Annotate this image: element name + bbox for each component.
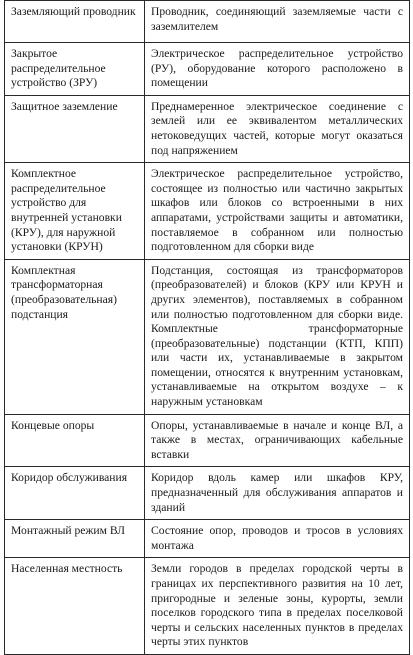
- table-row: [5, 43, 410, 96]
- table-row: [5, 467, 410, 520]
- term-cell: Защитное заземление: [5, 95, 145, 162]
- terms-table: [4, 0, 410, 655]
- table-row: [5, 259, 410, 414]
- table-row: [5, 1, 410, 43]
- term-cell: Заземляющий проводник: [5, 1, 145, 43]
- definition-cell: Проводник, соединяющий заземляемые части с заземлителем: [145, 1, 410, 43]
- definition-cell: Состояние опор, проводов и тросов в условиях монтажа: [145, 520, 410, 558]
- table-row: [5, 163, 410, 260]
- definition-cell: Подстанция, состоящая из трансформаторов (преобразователей) и блоков (КРУ или КРУН и других элементов), поставляемых в собранном или полностью подготовленном для сборки виде. Комплектные трансформаторные (преобразовательные) подстанции (КТП, КПП) или части их, устанавливаемые в закрытом помещении, относятся к внутренним установкам, устанавливаемые на открытом воздухе – к наружным установкам: [145, 259, 410, 414]
- term-cell: Коридор обслуживания: [5, 467, 145, 520]
- definition-cell: Опоры, устанавливаемые в начале и конце ВЛ, а также в местах, ограничивающих кабельные вставки: [145, 414, 410, 467]
- table-row: [5, 414, 410, 467]
- definition-cell: Коридор вдоль камер или шкафов КРУ, предназначенный для обслуживания аппаратов и зданий: [145, 467, 410, 520]
- definition-cell: Преднамеренное электрическое соединение с землей или ее эквивалентом металлических нетоковедущих частей, которые могут оказаться под напряжением: [145, 95, 410, 162]
- definition-cell: Электрическое распределительное устройство, состоящее из полностью или частично закрытых шкафов или блоков со встроенными в них аппаратами, устройствами защиты и автоматики, поставляемое в собранном или полностью подготовленном для сборки виде: [145, 163, 410, 260]
- term-cell: Монтажный режим ВЛ: [5, 520, 145, 558]
- term-cell: Комплектная трансформаторная (преобразовательная) подстанция: [5, 259, 145, 414]
- definition-cell: Земли городов в пределах городской черты в границах их перспективного развития на 10 лет, пригородные и зеленые зоны, курорты, земли поселков городского типа в пределах поселковой черты и сельских населенных пунктов в пределах черты этих пунктов: [145, 558, 410, 655]
- term-cell: Комплектное распределительное устройство для внутренней установки (КРУ), для наружной установки (КРУН): [5, 163, 145, 260]
- definition-cell: Электрическое распределительное устройство (РУ), оборудование которого расположено в помещении: [145, 43, 410, 96]
- table-row: [5, 520, 410, 558]
- term-cell: Населенная местность: [5, 558, 145, 655]
- term-cell: Концевые опоры: [5, 414, 145, 467]
- table-row: [5, 95, 410, 162]
- table-row: [5, 558, 410, 655]
- term-cell: Закрытое распределительное устройство (ЗРУ): [5, 43, 145, 96]
